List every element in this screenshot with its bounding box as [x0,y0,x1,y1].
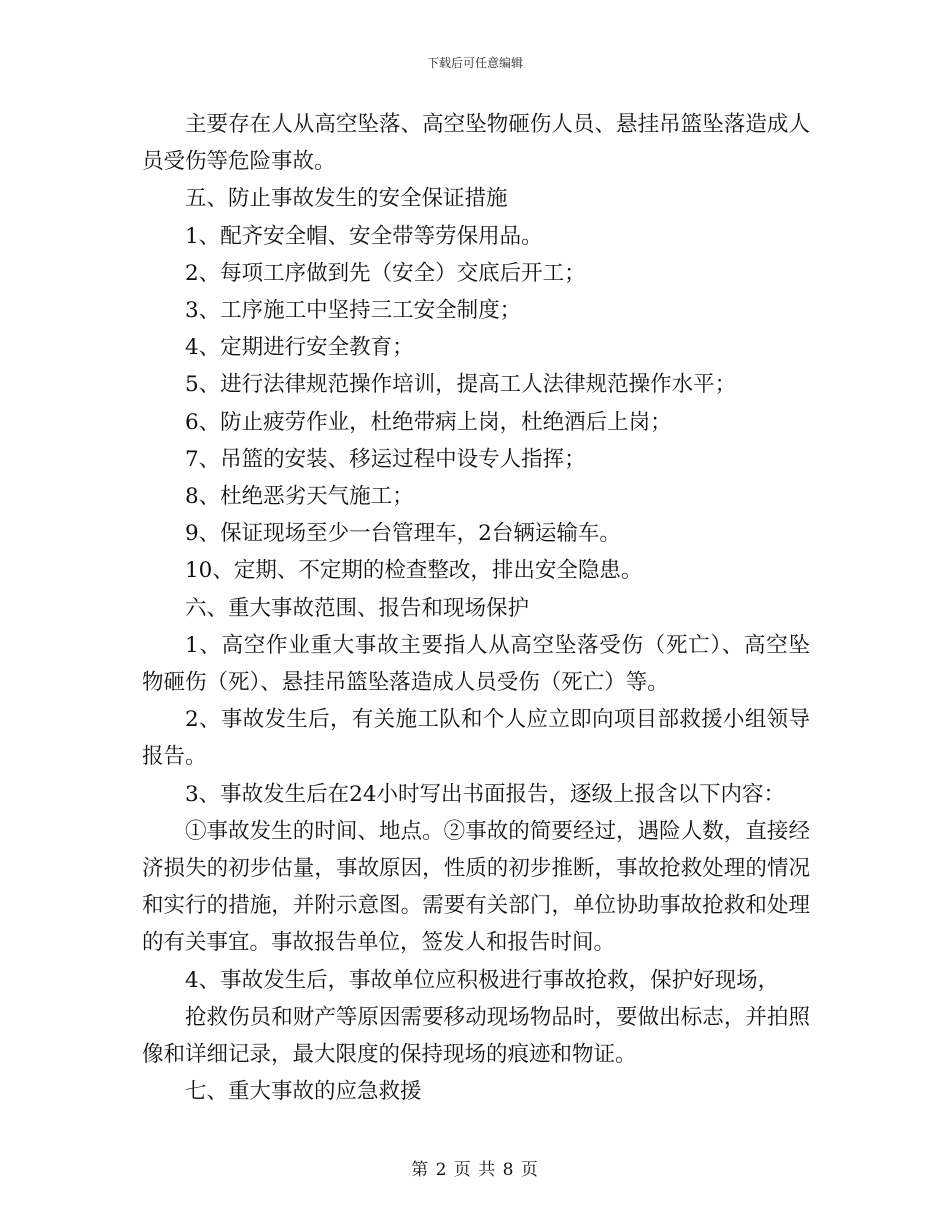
section-heading: 六、重大事故范围、报告和现场保护 [185,595,530,621]
list-item: 10、定期、不定期的检查整改，排出安全隐患。 [185,558,643,584]
list-item: 9、保证现场至少一台管理车，2台辆运输车。 [185,521,621,547]
list-item: 2、事故发生后，有关施工队和个人应立即向项目部救援小组领导报告。 [142,707,810,770]
list-item: 5、进行法律规范操作培训，提高工人法律规范操作水平； [185,372,737,398]
list-item: 3、工序施工中坚持三工安全制度； [185,298,522,324]
section-heading: 七、重大事故的应急救援 [185,1079,422,1105]
list-item: 4、事故发生后，事故单位应积极进行事故抢救，保护好现场， [185,967,780,993]
list-item: 6、防止疲劳作业，杜绝带病上岗，杜绝酒后上岗； [185,409,672,435]
page-header: 下载后可任意编辑 [426,56,523,70]
list-item: 1、高空作业重大事故主要指人从高空坠落受伤（死亡）、高空坠物砸伤（死）、悬挂吊篮坠落造成人员受伤（死亡）等。 [142,632,810,696]
paragraph: 抢救伤员和财产等原因需要移动现场物品时，要做出标志，并拍照像和详细记录，最大限度的保持现场的痕迹和物证。 [142,1004,810,1068]
paragraph: ①事故发生的时间、地点。②事故的简要经过，遇险人数，直接经济损失的初步估量，事故原因，性质的初步推断，事故抢救处理的情况和实行的措施，并附示意图。需要有关部门，单位协助事故抢救和处理的有关事宜。事故报告单位，签发人和报告时间。 [142,818,810,956]
page-number: 第 2 页 共 8 页 [411,1160,539,1180]
document-body [142,106,810,1110]
paragraph: 主要存在人从高空坠落、高空坠物砸伤人员、悬挂吊篮坠落造成人员受伤等危险事故。 [142,112,810,175]
section-heading: 五、防止事故发生的安全保证措施 [185,186,508,212]
list-item: 8、杜绝恶劣天气施工； [185,484,414,510]
list-item: 3、事故发生后在24小时写出书面报告，逐级上报含以下内容： [185,781,786,807]
list-item: 4、定期进行安全教育； [185,335,414,361]
list-item: 1、配齐安全帽、安全带等劳保用品。 [185,223,543,249]
list-item: 2、每项工序做到先（安全）交底后开工； [185,260,586,286]
list-item: 7、吊篮的安装、移运过程中设专人指挥； [185,446,586,472]
